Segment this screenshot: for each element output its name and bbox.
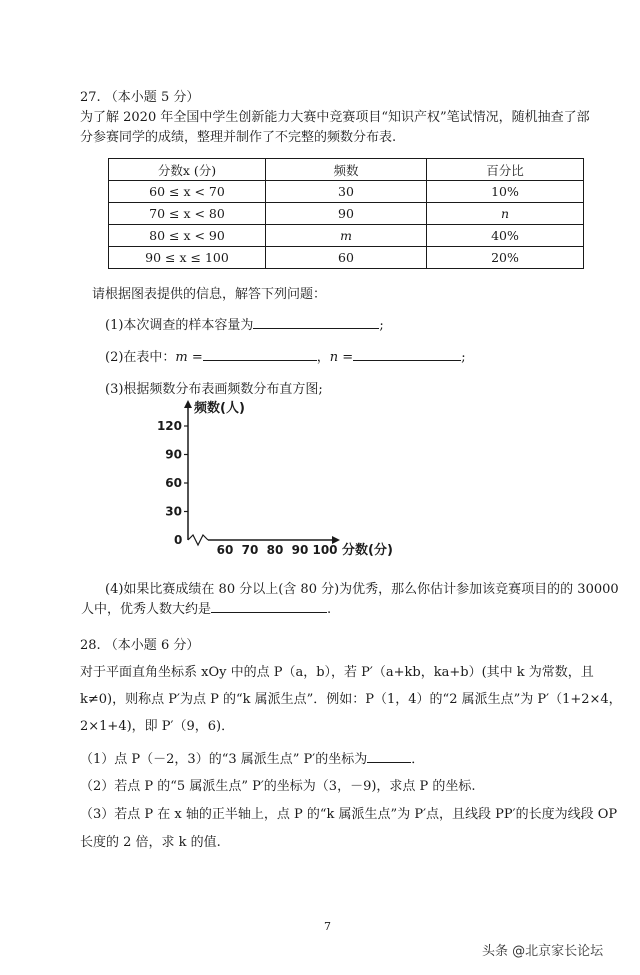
n-label: n = <box>329 350 354 365</box>
table-cell: 60 <box>266 247 427 269</box>
table-cell: 80 ≤ x < 90 <box>109 225 266 247</box>
q27-intro-line2: 分参赛同学的成绩，整理并制作了不完整的频数分布表. <box>80 130 397 145</box>
table-cell: 90 <box>266 203 427 225</box>
table-header-cell: 频数 <box>266 159 427 181</box>
table-cell: 90 ≤ x ≤ 100 <box>109 247 266 269</box>
table-cell: 60 ≤ x < 70 <box>109 181 266 203</box>
x-tick-label: 80 <box>266 543 284 557</box>
part4-text: 人中，优秀人数大约是 <box>81 602 212 617</box>
part1-end: ; <box>379 318 384 333</box>
part1-text: (1)本次调查的样本容量为 <box>105 318 254 333</box>
part2-end: ; <box>461 350 466 365</box>
q27-part3: (3)根据频数分布表画频数分布直方图; <box>105 382 323 397</box>
part2-text: (2)在表中： <box>105 350 176 365</box>
q28-line1: 对于平面直角坐标系 xOy 中的点 P（a，b），若 P′（a+kb，ka+b）(其中 k 为常数，且 <box>80 665 594 680</box>
table-header-cell: 分数x (分) <box>109 159 266 181</box>
table-cell: 10% <box>427 181 584 203</box>
x-tick-label: 70 <box>241 543 259 557</box>
answer-blank <box>367 748 411 763</box>
y-axis-label: 频数(人) <box>194 401 245 416</box>
q28-line3: 2×1+4)，即 P′（9，6)． <box>80 719 235 734</box>
q28-title: 28. （本小题 6 分） <box>80 638 200 653</box>
q28-line2: k≠0)，则称点 P′为点 P 的“k 属派生点”．例如：P（1，4）的“2 属派生点”为 P′（1+2×4， <box>80 692 622 707</box>
q28-sub1 <box>80 748 424 767</box>
watermark: 头条 @北京家长论坛 <box>482 944 604 959</box>
q28-sub3-line2: 长度的 2 倍，求 k 的值. <box>80 835 221 850</box>
x-axis-label: 分数(分) <box>342 543 393 558</box>
table-cell: n <box>427 203 584 225</box>
sub1-text: （1）点 P（－2，3）的“3 属派生点” P′的坐标为 <box>80 752 368 767</box>
q27-intro-line1: 为了解 2020 年全国中学生创新能力大赛中竞赛项目“知识产权”笔试情况，随机抽查了部 <box>80 110 590 125</box>
q27-part4-line1: (4)如果比赛成绩在 80 分以上(含 80 分)为优秀，那么你估计参加该竞赛项目的的 30000 <box>105 582 619 597</box>
x-axis-break <box>188 535 208 545</box>
y-axis-arrow <box>184 400 192 408</box>
y-tick-label: 30 <box>165 504 182 519</box>
table-cell: 70 ≤ x < 80 <box>109 203 266 225</box>
x-tick-label: 100 <box>312 543 338 557</box>
y-tick-label: 90 <box>165 447 182 462</box>
table-cell: 40% <box>427 225 584 247</box>
x-tick-label: 60 <box>216 543 234 557</box>
sub1-end: ． <box>411 752 425 767</box>
part4-end: . <box>327 602 332 617</box>
q28-sub3-line1: （3）若点 P 在 x 轴的正半轴上，点 P 的“k 属派生点”为 P′点，且线段 PP′的长度为线段 OP <box>80 807 618 822</box>
table-cell: 20% <box>427 247 584 269</box>
m-label: m = <box>175 350 203 365</box>
answer-blank <box>211 598 327 613</box>
y-tick-label: 120 <box>156 419 182 433</box>
part2-sep: ， <box>316 350 330 365</box>
y-tick-label: 60 <box>165 476 182 490</box>
q27-part4-line2 <box>81 598 331 617</box>
page-number: 7 <box>324 920 331 933</box>
table-cell: 30 <box>266 181 427 203</box>
q28-sub2: （2）若点 P 的“5 属派生点” P′的坐标为（3，－9)，求点 P 的坐标. <box>80 779 476 794</box>
q27-title: 27. （本小题 5 分） <box>80 90 200 105</box>
table-cell: m <box>266 225 427 247</box>
x-tick-label: 90 <box>291 543 309 557</box>
table-header-cell: 百分比 <box>427 159 584 181</box>
origin-label: 0 <box>174 533 183 547</box>
q27-prompt: 请根据图表提供的信息，解答下列问题： <box>92 287 327 302</box>
